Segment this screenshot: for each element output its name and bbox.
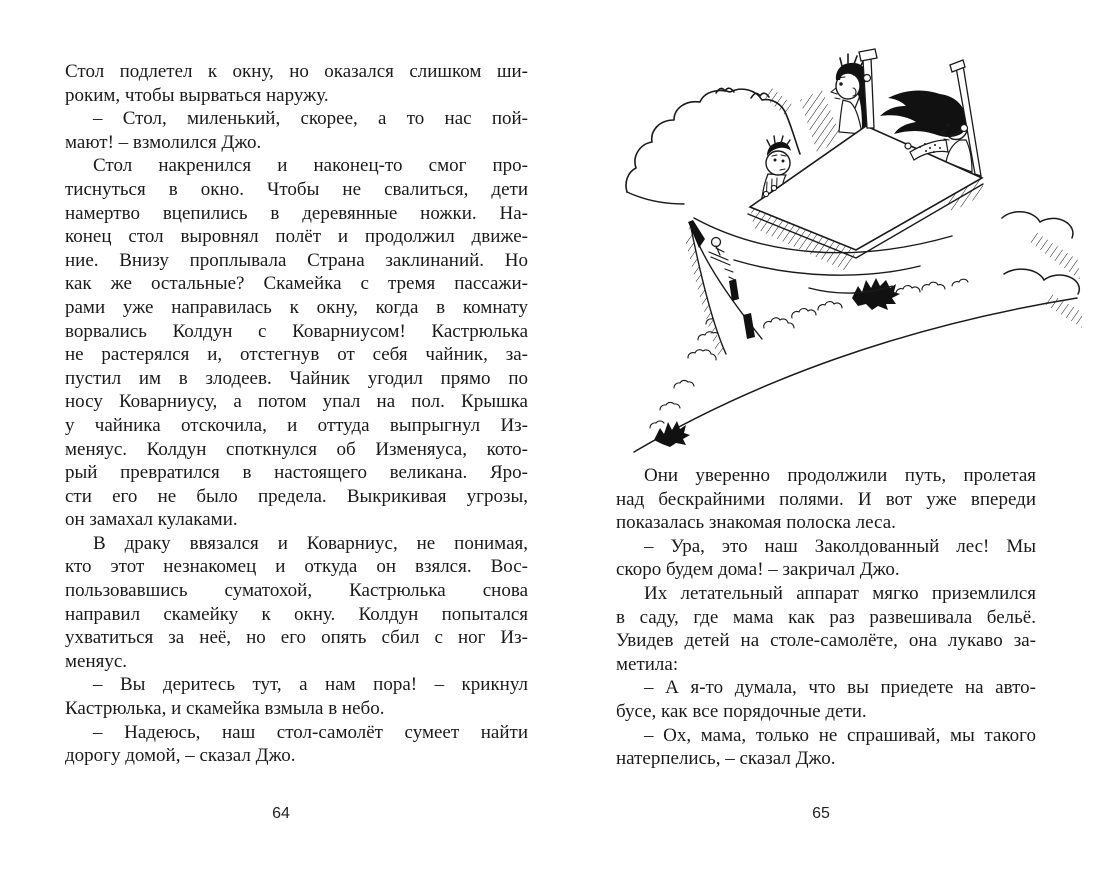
text-line: меняус.	[65, 650, 128, 672]
cloud-right	[1002, 212, 1082, 328]
text-line: – Вы деритесь тут, а нам пора! – крикнул	[93, 674, 528, 696]
text-line: носу Коварниусу, а потом упал на пол. Крышка	[65, 391, 528, 413]
bushes	[650, 279, 968, 428]
text-line: рый превратился в настоящего великана. Яро-	[65, 462, 528, 484]
page-left-text	[65, 60, 528, 768]
text-line: намертво вцепились в деревянные ножки. На-	[65, 202, 528, 224]
text-line: бусе, как все порядочные дети.	[616, 700, 867, 722]
text-line: мают! – взмолился Джо.	[65, 131, 262, 153]
text-line: Кастрюлька, и скамейка взмыла в небо.	[65, 698, 385, 720]
text-line: – Стол, миленький, скорее, а то нас пой-	[93, 108, 528, 130]
text-line: скоро будем дома! – закричал Джо.	[616, 559, 900, 581]
page-number-right: 65	[812, 805, 830, 822]
text-line: дорогу домой, – сказал Джо.	[65, 745, 296, 767]
text-line: у чайника отскочила, и оттуда выпрыгнул Из-	[65, 414, 528, 436]
text-line: Стол подлетел к окну, но оказался слишком ши-	[65, 61, 528, 82]
text-line: натерпелись, – сказал Джо.	[616, 748, 836, 770]
text-line: конец стол выровнял полёт и продолжил движе-	[65, 226, 528, 248]
text-line: ворвались Колдун с Коварниусом! Кастрюлька	[65, 320, 528, 342]
text-line: пользовавшись суматохой, Кастрюлька снова	[65, 580, 528, 602]
text-line: – А я-то думала, что вы приедете на авто-	[644, 677, 1036, 699]
text-line: В драку ввязался и Коварниус, не понимая,	[93, 532, 528, 554]
text-line: – Ох, мама, только не спрашивай, мы такого	[644, 724, 1036, 746]
text-line: кто этот незнакомец и откуда он взялся. Вос-	[65, 556, 528, 578]
text-line: в саду, где мама как раз развешивала бельё.	[616, 606, 1036, 628]
hill	[634, 298, 1077, 452]
page-right-text	[616, 464, 1036, 771]
text-line: роким, чтобы вырваться наружу.	[65, 84, 329, 106]
cloud-shading	[800, 90, 840, 156]
text-line: метила:	[616, 653, 679, 675]
text-line: тиснуться в окно. Чтобы не свалиться, дети	[65, 178, 528, 200]
text-line: он замахал кулаками.	[65, 509, 238, 531]
text-line: показалась знакомая полоска леса.	[616, 512, 896, 534]
dark-bush	[654, 421, 690, 447]
table-leg-foot	[859, 49, 877, 61]
text-line: как же остальные? Скамейка с тремя пассажи-	[65, 273, 528, 295]
text-line: над бескрайними полями. И вот уже впереди	[616, 488, 1036, 510]
text-line: Они уверенно продолжили путь, пролетая	[644, 465, 1036, 486]
text-line: – Надеюсь, наш стол-самолёт сумеет найти	[93, 721, 528, 743]
text-line: Их летательный аппарат мягко приземлился	[644, 582, 1036, 604]
text-line: – Ура, это наш Заколдованный лес! Мы	[644, 535, 1036, 557]
text-line: рами уже направилась к окну, когда в комнату	[65, 296, 528, 318]
page-number-left: 64	[272, 805, 290, 822]
text-line: сти его не было предела. Выкрикивая угрозы,	[65, 485, 528, 507]
dark-bush	[852, 278, 900, 310]
text-line: меняус. Колдун споткнулся об Изменяуса, кото-	[65, 438, 528, 460]
text-line: ухватиться за неё, но его опять сбил с ног Из-	[65, 627, 528, 649]
text-line: Стол накренился и наконец-то смог про-	[93, 155, 528, 177]
text-line: пустил им в злодеев. Чайник угодил прямо по	[65, 367, 528, 389]
text-line: Увидев детей на столе-самолёте, она лукаво за-	[616, 630, 1036, 652]
flying-table-illustration	[604, 36, 1084, 456]
cloud-shading	[762, 88, 794, 116]
text-line: ние. Внизу проплывала Страна заклинаний. Но	[65, 249, 528, 271]
girl-hair	[880, 91, 967, 138]
text-line: направил скамейку к окну. Колдун попытался	[65, 603, 528, 625]
text-line: не растерялся и, отстегнув от себя чайник, за-	[65, 344, 528, 366]
